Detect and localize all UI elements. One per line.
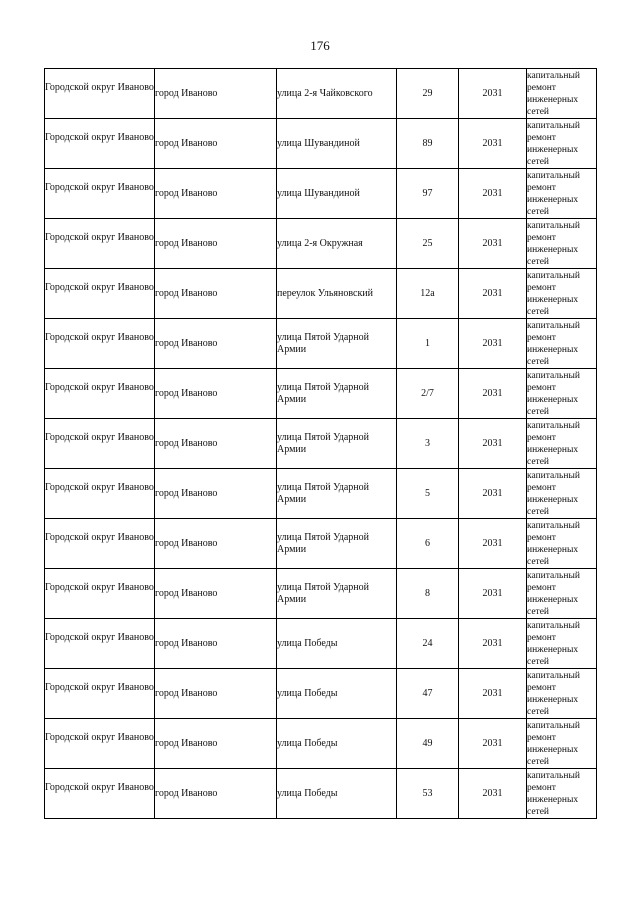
settlement-cell: город Иваново xyxy=(155,219,277,269)
street-cell: улица Победы xyxy=(277,719,397,769)
year-cell: 2031 xyxy=(459,769,527,819)
table-row xyxy=(45,569,597,619)
page-number: 176 xyxy=(310,38,330,53)
municipality-cell: Городской округ Иваново xyxy=(45,269,155,319)
street-cell: улица 2-я Чайковского xyxy=(277,69,397,119)
settlement-cell: город Иваново xyxy=(155,119,277,169)
work-type-cell: капитальный ремонт инженерных сетей xyxy=(527,619,597,669)
municipality-cell: Городской округ Иваново xyxy=(45,119,155,169)
year-cell: 2031 xyxy=(459,419,527,469)
house-number-cell: 1 xyxy=(397,319,459,369)
table-row xyxy=(45,669,597,719)
house-number-cell: 6 xyxy=(397,519,459,569)
house-number-cell: 29 xyxy=(397,69,459,119)
work-type-cell: капитальный ремонт инженерных сетей xyxy=(527,269,597,319)
table-row xyxy=(45,519,597,569)
table-row xyxy=(45,469,597,519)
year-cell: 2031 xyxy=(459,519,527,569)
settlement-cell: город Иваново xyxy=(155,719,277,769)
work-type-cell: капитальный ремонт инженерных сетей xyxy=(527,669,597,719)
settlement-cell: город Иваново xyxy=(155,519,277,569)
municipality-cell: Городской округ Иваново xyxy=(45,169,155,219)
municipality-cell: Городской округ Иваново xyxy=(45,719,155,769)
street-cell: улица Пятой Ударной Армии xyxy=(277,469,397,519)
house-number-cell: 89 xyxy=(397,119,459,169)
year-cell: 2031 xyxy=(459,269,527,319)
house-number-cell: 49 xyxy=(397,719,459,769)
work-type-cell: капитальный ремонт инженерных сетей xyxy=(527,569,597,619)
municipality-cell: Городской округ Иваново xyxy=(45,219,155,269)
table-row xyxy=(45,619,597,669)
table-row xyxy=(45,169,597,219)
settlement-cell: город Иваново xyxy=(155,419,277,469)
settlement-cell: город Иваново xyxy=(155,469,277,519)
municipality-cell: Городской округ Иваново xyxy=(45,619,155,669)
work-type-cell: капитальный ремонт инженерных сетей xyxy=(527,469,597,519)
work-type-cell: капитальный ремонт инженерных сетей xyxy=(527,419,597,469)
municipality-cell: Городской округ Иваново xyxy=(45,69,155,119)
street-cell: улица Победы xyxy=(277,769,397,819)
year-cell: 2031 xyxy=(459,569,527,619)
year-cell: 2031 xyxy=(459,319,527,369)
street-cell: улица Шувандиной xyxy=(277,119,397,169)
municipality-cell: Городской округ Иваново xyxy=(45,469,155,519)
municipality-cell: Городской округ Иваново xyxy=(45,369,155,419)
work-type-cell: капитальный ремонт инженерных сетей xyxy=(527,169,597,219)
house-number-cell: 8 xyxy=(397,569,459,619)
house-number-cell: 25 xyxy=(397,219,459,269)
settlement-cell: город Иваново xyxy=(155,269,277,319)
street-cell: улица Победы xyxy=(277,669,397,719)
repair-schedule-table xyxy=(44,68,597,819)
table-row xyxy=(45,769,597,819)
settlement-cell: город Иваново xyxy=(155,569,277,619)
table-row xyxy=(45,269,597,319)
year-cell: 2031 xyxy=(459,369,527,419)
street-cell: улица Победы xyxy=(277,619,397,669)
work-type-cell: капитальный ремонт инженерных сетей xyxy=(527,769,597,819)
house-number-cell: 24 xyxy=(397,619,459,669)
street-cell: улица Шувандиной xyxy=(277,169,397,219)
table-row xyxy=(45,69,597,119)
house-number-cell: 2/7 xyxy=(397,369,459,419)
table-row xyxy=(45,319,597,369)
house-number-cell: 53 xyxy=(397,769,459,819)
year-cell: 2031 xyxy=(459,169,527,219)
work-type-cell: капитальный ремонт инженерных сетей xyxy=(527,719,597,769)
settlement-cell: город Иваново xyxy=(155,169,277,219)
year-cell: 2031 xyxy=(459,619,527,669)
street-cell: улица 2-я Окружная xyxy=(277,219,397,269)
year-cell: 2031 xyxy=(459,719,527,769)
year-cell: 2031 xyxy=(459,119,527,169)
table-row xyxy=(45,719,597,769)
settlement-cell: город Иваново xyxy=(155,769,277,819)
table-row xyxy=(45,119,597,169)
year-cell: 2031 xyxy=(459,469,527,519)
street-cell: улица Пятой Ударной Армии xyxy=(277,419,397,469)
street-cell: переулок Ульяновский xyxy=(277,269,397,319)
house-number-cell: 47 xyxy=(397,669,459,719)
house-number-cell: 3 xyxy=(397,419,459,469)
municipality-cell: Городской округ Иваново xyxy=(45,319,155,369)
settlement-cell: город Иваново xyxy=(155,69,277,119)
table-row xyxy=(45,419,597,469)
house-number-cell: 5 xyxy=(397,469,459,519)
table-row xyxy=(45,369,597,419)
municipality-cell: Городской округ Иваново xyxy=(45,569,155,619)
municipality-cell: Городской округ Иваново xyxy=(45,769,155,819)
street-cell: улица Пятой Ударной Армии xyxy=(277,519,397,569)
year-cell: 2031 xyxy=(459,669,527,719)
municipality-cell: Городской округ Иваново xyxy=(45,519,155,569)
year-cell: 2031 xyxy=(459,69,527,119)
work-type-cell: капитальный ремонт инженерных сетей xyxy=(527,219,597,269)
work-type-cell: капитальный ремонт инженерных сетей xyxy=(527,119,597,169)
year-cell: 2031 xyxy=(459,219,527,269)
work-type-cell: капитальный ремонт инженерных сетей xyxy=(527,369,597,419)
settlement-cell: город Иваново xyxy=(155,369,277,419)
municipality-cell: Городской округ Иваново xyxy=(45,669,155,719)
settlement-cell: город Иваново xyxy=(155,319,277,369)
work-type-cell: капитальный ремонт инженерных сетей xyxy=(527,69,597,119)
house-number-cell: 12а xyxy=(397,269,459,319)
table-row xyxy=(45,219,597,269)
house-number-cell: 97 xyxy=(397,169,459,219)
work-type-cell: капитальный ремонт инженерных сетей xyxy=(527,319,597,369)
settlement-cell: город Иваново xyxy=(155,669,277,719)
table-body xyxy=(45,69,597,819)
street-cell: улица Пятой Ударной Армии xyxy=(277,319,397,369)
street-cell: улица Пятой Ударной Армии xyxy=(277,369,397,419)
work-type-cell: капитальный ремонт инженерных сетей xyxy=(527,519,597,569)
street-cell: улица Пятой Ударной Армии xyxy=(277,569,397,619)
settlement-cell: город Иваново xyxy=(155,619,277,669)
municipality-cell: Городской округ Иваново xyxy=(45,419,155,469)
